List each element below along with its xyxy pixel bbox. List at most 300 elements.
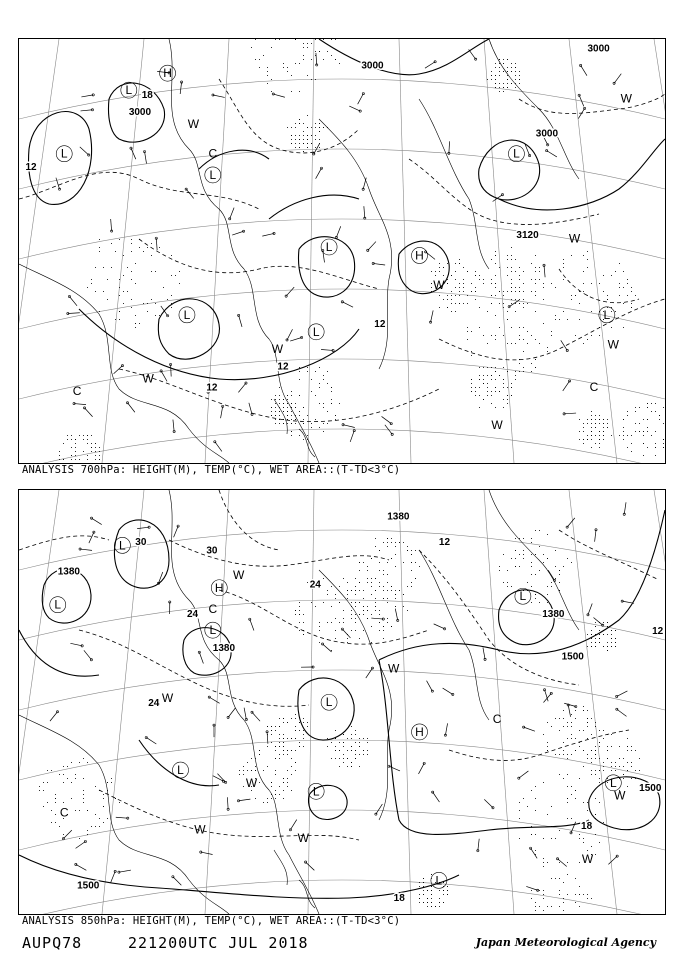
wet-dot (511, 283, 512, 284)
cold-marker: C (492, 712, 502, 727)
wet-dot (515, 67, 516, 68)
wet-dot (499, 303, 500, 304)
wet-dot (431, 874, 432, 875)
wet-dot (331, 399, 332, 400)
low-center (321, 239, 337, 255)
wet-dot (551, 726, 552, 727)
wet-dot (503, 335, 504, 336)
wet-dot (339, 586, 340, 587)
wet-dot (351, 590, 352, 591)
wet-dot (623, 766, 624, 767)
wet-dot (587, 435, 588, 436)
center-letter: L (325, 240, 333, 254)
wet-dot (323, 375, 324, 376)
wet-dot (291, 790, 292, 791)
isotherm (559, 269, 639, 303)
wet-dot (79, 435, 80, 436)
wet-dot (319, 626, 320, 627)
wet-dot (271, 399, 272, 400)
wet-dot (459, 295, 460, 296)
wet-dot (95, 451, 96, 452)
wet-dot (331, 391, 332, 392)
wind-barb (316, 168, 322, 178)
wet-dot (283, 399, 284, 400)
wet-dot (635, 407, 636, 408)
wet-dot (43, 790, 44, 791)
wet-dot (519, 363, 520, 364)
wet-dot (295, 63, 296, 64)
station-plot (143, 151, 146, 164)
wet-dot (519, 291, 520, 292)
wet-dot (303, 419, 304, 420)
wet-dot (371, 578, 372, 579)
station-plot (305, 861, 315, 870)
wet-dot (407, 610, 408, 611)
center-letter: L (119, 538, 126, 553)
wet-dot (591, 750, 592, 751)
wet-dot (495, 83, 496, 84)
wet-dot (599, 730, 600, 731)
wet-dot (531, 586, 532, 587)
wet-dot (511, 83, 512, 84)
wet-dot (475, 395, 476, 396)
wet-dot (503, 554, 504, 555)
warm-marker: W (187, 117, 200, 132)
wet-dot (315, 139, 316, 140)
station-plot (286, 329, 293, 341)
wet-dot (135, 315, 136, 316)
wet-dot (247, 762, 248, 763)
wet-dot (91, 435, 92, 436)
wet-dot (647, 407, 648, 408)
wet-dot (455, 263, 456, 264)
wet-dot (391, 558, 392, 559)
wet-dot (43, 782, 44, 783)
wet-dot (95, 459, 96, 460)
wet-dot (327, 746, 328, 747)
wet-dot (255, 59, 256, 60)
wind-barb (217, 774, 225, 783)
isotherm (219, 490, 279, 550)
wet-dot (595, 423, 596, 424)
wet-dot (415, 550, 416, 551)
wet-dot (71, 798, 72, 799)
wet-dot (427, 902, 428, 903)
wind-barb (376, 804, 382, 814)
wet-dot (607, 634, 608, 635)
wet-dot (119, 319, 120, 320)
wet-dot (351, 614, 352, 615)
wet-dot (623, 303, 624, 304)
isotherm (19, 172, 259, 209)
wet-dot (327, 423, 328, 424)
wet-dot (575, 878, 576, 879)
wet-dot (299, 411, 300, 412)
wet-dot (587, 646, 588, 647)
wind-barb (395, 609, 397, 621)
longitude-line (308, 490, 314, 914)
wet-dot (591, 846, 592, 847)
wet-dot (575, 738, 576, 739)
wet-dot (507, 87, 508, 88)
warm-marker: W (271, 341, 284, 356)
wet-dot (331, 742, 332, 743)
station-plot (448, 141, 450, 154)
wet-dot (75, 451, 76, 452)
wet-dot (363, 630, 364, 631)
low-center (179, 307, 195, 323)
wet-dot (583, 842, 584, 843)
wet-dot (455, 271, 456, 272)
wet-dot (471, 391, 472, 392)
wet-dot (339, 750, 340, 751)
wet-dot (47, 770, 48, 771)
wet-dot (287, 423, 288, 424)
wet-dot (543, 283, 544, 284)
wet-dot (479, 367, 480, 368)
wet-dot (447, 283, 448, 284)
wet-dot (291, 75, 292, 76)
wet-dot (299, 746, 300, 747)
wet-dot (607, 427, 608, 428)
station-circle (530, 847, 532, 849)
wet-dot (375, 602, 376, 603)
wind-barb (363, 178, 366, 190)
station-plot (145, 736, 156, 744)
wet-dot (507, 79, 508, 80)
wet-dot (59, 451, 60, 452)
wet-dot (611, 734, 612, 735)
wind-barb (445, 723, 447, 735)
wet-dot (663, 443, 664, 444)
contour-label: 12 (374, 319, 386, 331)
station-plot (388, 765, 400, 771)
wet-dot (291, 127, 292, 128)
wet-dot (519, 802, 520, 803)
wet-dot (603, 431, 604, 432)
wet-dot (51, 770, 52, 771)
coastlines (19, 490, 579, 914)
wet-dot (519, 267, 520, 268)
wet-dot (607, 746, 608, 747)
wet-dot (507, 275, 508, 276)
wet-dot (591, 646, 592, 647)
wet-dot (599, 634, 600, 635)
wet-dot (543, 890, 544, 891)
wet-dot (279, 423, 280, 424)
station-plot (212, 94, 225, 98)
wet-dot (579, 778, 580, 779)
wet-dot (651, 411, 652, 412)
wet-dot (51, 810, 52, 811)
center-letter: H (415, 248, 424, 263)
wet-dot (251, 770, 252, 771)
wet-dot (631, 303, 632, 304)
wet-dot (119, 239, 120, 240)
wet-dot (603, 622, 604, 623)
wet-dot (299, 123, 300, 124)
wet-dot (519, 79, 520, 80)
high-center (412, 247, 428, 263)
wet-dot (323, 39, 324, 40)
wet-dot (543, 898, 544, 899)
wet-dot (539, 890, 540, 891)
wet-dot (387, 574, 388, 575)
wet-dot (579, 862, 580, 863)
wet-dot (55, 822, 56, 823)
wet-dot (503, 582, 504, 583)
wet-dot (379, 610, 380, 611)
wind-barb (373, 263, 385, 265)
wet-dot (295, 738, 296, 739)
latitude-line (19, 810, 665, 850)
station-plot (483, 648, 486, 661)
wet-dot (563, 566, 564, 567)
wet-dot (87, 443, 88, 444)
station-plot (227, 708, 235, 719)
wet-dot (95, 814, 96, 815)
wet-dot (491, 335, 492, 336)
wet-dot (375, 598, 376, 599)
cold-marker: C (208, 146, 218, 161)
contour-label: 18 (393, 893, 405, 905)
wet-dot (287, 778, 288, 779)
wet-dot (599, 642, 600, 643)
station-plot (251, 711, 260, 721)
wet-dot (567, 818, 568, 819)
wet-dot (367, 582, 368, 583)
wet-dot (303, 439, 304, 440)
wet-dot (423, 882, 424, 883)
wet-dot (383, 586, 384, 587)
wet-dot (603, 291, 604, 292)
station-plot (126, 402, 134, 413)
contour-label: 1380 (57, 566, 81, 578)
wet-dot (515, 550, 516, 551)
wet-dot (147, 311, 148, 312)
wet-dot (75, 447, 76, 448)
wet-dot (511, 343, 512, 344)
wet-dot (515, 291, 516, 292)
wind-barb (433, 792, 440, 802)
wet-dot (519, 275, 520, 276)
wet-dot (579, 419, 580, 420)
wet-dot (631, 746, 632, 747)
wet-dot (535, 902, 536, 903)
wet-dot (519, 818, 520, 819)
isotherm (449, 730, 629, 760)
wind-barb (323, 644, 332, 652)
wet-dot (627, 770, 628, 771)
wet-dot (599, 447, 600, 448)
wet-dot (515, 287, 516, 288)
wet-dot (75, 455, 76, 456)
wet-dot (311, 379, 312, 380)
wet-dot (103, 806, 104, 807)
wet-dot (555, 838, 556, 839)
wet-dot (107, 299, 108, 300)
wet-dot (339, 622, 340, 623)
wet-dot (339, 403, 340, 404)
wet-dot (519, 75, 520, 76)
wet-dot (499, 91, 500, 92)
wet-dot (651, 403, 652, 404)
wet-dot (63, 459, 64, 460)
wet-dot (335, 598, 336, 599)
wet-dot (603, 822, 604, 823)
wet-dot (567, 738, 568, 739)
wet-dot (343, 734, 344, 735)
isotherm (139, 239, 379, 289)
station-circle (501, 194, 503, 196)
wet-dot (491, 403, 492, 404)
contour-label: 3120 (516, 230, 539, 242)
wet-dot (599, 782, 600, 783)
wind-barb (306, 862, 315, 870)
warm-marker: W (388, 661, 400, 676)
wet-dot (387, 602, 388, 603)
wet-dot (303, 734, 304, 735)
wet-dot (571, 255, 572, 256)
wet-dot (547, 906, 548, 907)
wet-dot (91, 279, 92, 280)
wet-dot (439, 295, 440, 296)
wet-dot (575, 894, 576, 895)
wet-dot (571, 786, 572, 787)
wet-dot (331, 387, 332, 388)
wet-dot (395, 598, 396, 599)
wet-dot (535, 279, 536, 280)
wet-dot (455, 295, 456, 296)
wet-dot (587, 894, 588, 895)
wet-dot (543, 858, 544, 859)
wet-dot (523, 550, 524, 551)
wet-dot (251, 758, 252, 759)
low-center (205, 622, 221, 638)
wet-dot (319, 403, 320, 404)
wet-dot (83, 778, 84, 779)
center-letter: L (609, 775, 617, 790)
wind-barb (227, 797, 228, 809)
wet-dot (347, 594, 348, 595)
wet-dot (327, 590, 328, 591)
wet-dot (171, 307, 172, 308)
wet-dot (271, 726, 272, 727)
wet-dot (375, 578, 376, 579)
wet-dot (283, 798, 284, 799)
wet-dot (655, 455, 656, 456)
wet-dot (503, 387, 504, 388)
wet-dot (547, 351, 548, 352)
map-850hpa (19, 490, 665, 914)
wet-dot (291, 391, 292, 392)
wet-dot (387, 546, 388, 547)
wet-dot (307, 367, 308, 368)
wet-dot (499, 267, 500, 268)
isotherm (439, 299, 665, 360)
wet-dot (427, 906, 428, 907)
wet-dot (279, 742, 280, 743)
wet-dot (295, 614, 296, 615)
station-plot (341, 301, 353, 307)
wet-dot (531, 562, 532, 563)
wet-dot (619, 766, 620, 767)
wet-dot (523, 351, 524, 352)
wet-dot (631, 762, 632, 763)
wet-dot (83, 798, 84, 799)
wet-dot (587, 439, 588, 440)
wet-dot (303, 423, 304, 424)
wet-dot (559, 718, 560, 719)
wet-dot (627, 447, 628, 448)
wet-dot (291, 403, 292, 404)
cold-marker: C (72, 384, 82, 399)
wet-dot (511, 267, 512, 268)
wet-dot (443, 890, 444, 891)
station-plot (272, 93, 285, 97)
wet-dot (611, 327, 612, 328)
wet-dot (523, 303, 524, 304)
wet-dot (615, 311, 616, 312)
wet-dot (619, 295, 620, 296)
wet-dot (363, 562, 364, 563)
wind-barb (350, 431, 354, 442)
station-plot (200, 851, 213, 855)
wet-dot (295, 135, 296, 136)
wet-dot (535, 271, 536, 272)
wind-barb (230, 208, 234, 219)
station-plot (249, 403, 253, 416)
wet-dot (323, 127, 324, 128)
wet-dot (491, 375, 492, 376)
wet-dot (339, 758, 340, 759)
station-plot (443, 688, 454, 695)
station-plot (227, 797, 229, 810)
wind-barb (146, 737, 156, 744)
wet-dot (495, 255, 496, 256)
wet-dot (587, 754, 588, 755)
wind-barb (173, 420, 174, 432)
center-letter: L (312, 324, 320, 339)
wet-dot (311, 423, 312, 424)
wet-dot (83, 435, 84, 436)
wind-barb (622, 601, 634, 603)
warm-marker: W (232, 568, 245, 583)
wet-dot (519, 303, 520, 304)
wet-dot (535, 594, 536, 595)
wet-dot (287, 411, 288, 412)
wet-dot (427, 898, 428, 899)
wet-dot (511, 279, 512, 280)
wet-dot (451, 295, 452, 296)
wet-dot (343, 754, 344, 755)
wet-dot (279, 387, 280, 388)
wet-dot (627, 415, 628, 416)
wet-dot (563, 742, 564, 743)
wind-barb (232, 231, 243, 235)
wet-dot (95, 455, 96, 456)
wet-dot (515, 371, 516, 372)
wet-dot (319, 630, 320, 631)
station-plot (425, 61, 436, 68)
wet-dot (515, 379, 516, 380)
wet-dot (323, 423, 324, 424)
wet-dot (591, 423, 592, 424)
center-letter: L (435, 873, 443, 888)
wet-dot (295, 726, 296, 727)
wet-dot (291, 139, 292, 140)
wet-dot (299, 602, 300, 603)
